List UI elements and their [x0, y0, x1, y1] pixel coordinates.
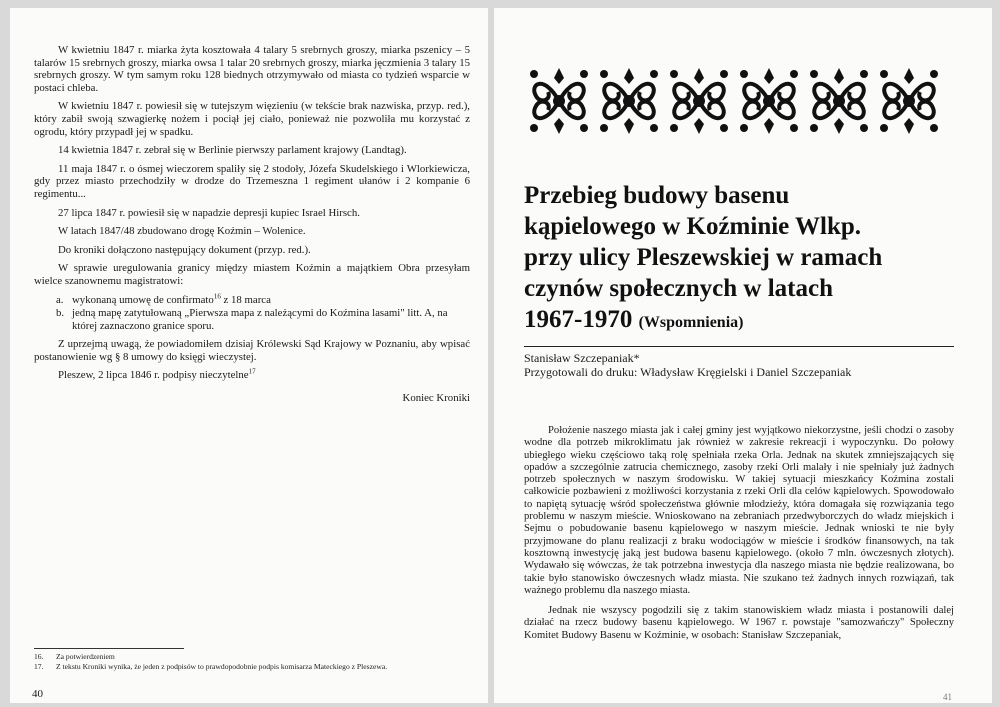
paragraph-hirsch: 27 lipca 1847 r. powiesił się w napadzie depresji kupiec Israel Hirsch. [58, 206, 360, 219]
footnote-ref: 17 [248, 367, 256, 376]
paragraph-border-letter: W sprawie uregulowania granicy między miastem Koźmin a majątkiem Obra przesyłam wielce szanownemu magistratowi: [34, 262, 470, 287]
chronicle-end: Koniec Kroniki [402, 392, 470, 405]
footnotes [34, 648, 470, 671]
footnote-number: 17. [34, 661, 44, 671]
title-line: kąpielowego w Koźminie Wlkp. [524, 213, 862, 240]
list-item [56, 291, 470, 307]
date-line [34, 369, 470, 382]
date-line-text: Pleszew, 2 lipca 1846 r. podpisy nieczytelne [58, 369, 249, 382]
paragraph-fire: 11 maja 1847 r. o ósmej wieczorem spaliły się 2 stodoły, Józefa Skudelskiego i Wlorkiewicza, gdy przez miasto przechodziły w drodze do Trzemeszna 1 regiment ułanów i 2 kompanie 6 regimentu... [34, 162, 470, 200]
footnote [34, 662, 470, 672]
title-line: czynów społecznych w latach [524, 275, 833, 302]
title-subtitle: (Wspomnienia) [638, 314, 744, 331]
footnote-ref: 16 [213, 291, 221, 300]
title-rule [524, 346, 954, 347]
left-page [10, 8, 488, 703]
list-marker: b. [56, 307, 65, 320]
list-item [56, 307, 470, 332]
paragraph-prices: W kwietniu 1847 r. miarka żyta kosztowała 4 talary 5 srebrnych groszy, miarka pszenicy – 5 talarów 15 srebrnych groszy, miarka owsa 1 talar 20 srebrnych groszy, miarka jęczmienia 3 talary 15 srebrnych groszy. W tym samym roku 128 biednych otrzymywało od miasta co tydzień wsparcie w postaci chleba. [34, 44, 470, 94]
title-years: 1967-1970 [524, 306, 633, 333]
paragraph-landtag: 14 kwietnia 1847 r. zebrał się w Berlinie pierwszy parlament krajowy (Landtag). [58, 144, 407, 157]
footnote-text: Za potwierdzeniem [56, 652, 115, 661]
floral-ornament-icon [524, 64, 944, 138]
article-paragraph: Jednak nie wszyscy pogodzili się z takim stanowiskiem władz miasta i postanowili dalej działać na rzecz budowy basenu kąpielowego. W 1967 r. powstaje "samozwańczy" Społeczny Komitet Budowy Basenu w Koźminie, w osobach: Stanisław Szczepaniak, [524, 605, 954, 641]
title-line-last [524, 304, 954, 338]
page-number: 41 [943, 692, 952, 702]
footnote [34, 652, 470, 662]
author: Stanisław Szczepaniak* [524, 351, 640, 365]
title-line: Przebieg budowy basenu [524, 182, 790, 209]
paragraph-road: W latach 1847/48 zbudowano drogę Koźmin – Wolenice. [58, 225, 306, 238]
enclosure-list [34, 291, 470, 333]
footnote-rule [34, 648, 184, 649]
list-marker: a. [56, 293, 64, 306]
footnote-text: Z tekstu Kroniki wynika, że jeden z podpisów to prawdopodobnie podpis komisarza Mateckiego z Pleszewa. [56, 661, 388, 671]
article-paragraph: Położenie naszego miasta jak i całej gminy jest wyjątkowo niekorzystne, jeśli chodzi o zasoby wodne dla potrzeb mikroklimatu jak również w zakresie rekreacji i wypoczynku. Do połowy ubiegłego wieku częściowo taką rolę spełniała rzeka Orla. Jednak na skutek zmniejszających się opadów a szczególnie zatrucia chemicznego, zasoby rzeki Orli malały i nie spełniały już żadnych potrzeb społecznych w naszym środowisku. W takiej sytuacji mieszkańcy Koźmina zostali całkowicie pozbawieni z możliwości korzystania z rzeki Orli dla celów kąpielowych. Spowodowało to napiętą sytuację wśród społeczeństwa głównie młodzieży, która domagała się rozwiązania tego problemu w naszym mieście. Wnioskowano na zebraniach przedwyborczych do władz miejskich i Sejmu o pobudowanie basenu kąpielowego w naszym mieście. Jednak wnioski te nie były przyjmowane do planu realizacji z braku wodociągów w mieście i środków finansowych, na tak kosztowną inwestycję jaką jest budowa basenu kąpielowego. (około 7 mln. ówczesnych złotych). Wydawało się wówczas, że tak potrzebna inwestycja dla naszego miasta nie będzie realizowana, bo takie było stanowisko ówczesnych władz miasta. Nie szukano też żadnych innych rozwiązań, tak ważnego problemu dla naszego miasta. [524, 425, 954, 596]
article-title [524, 180, 954, 338]
article-body [524, 425, 954, 642]
footnote-number: 16. [34, 652, 44, 661]
editors: Przygotowali do druku: Władysław Kręgielski i Daniel Szczepaniak [524, 365, 852, 379]
list-item-text: jedną mapę zatytułowaną „Pierwsza mapa z należącymi do Koźmina lasami" litt. A, na której zaznaczono granice sporu. [72, 307, 448, 332]
list-item-after: z 18 marca [220, 293, 271, 306]
list-item-text: wykonaną umowę de confirmato [72, 293, 214, 306]
title-line: przy ulicy Pleszewskiej w ramach [524, 244, 883, 271]
paragraph-closing: Z uprzejmą uwagą, że powiadomiłem dzisiaj Królewski Sąd Krajowy w Poznaniu, aby wpisać postanowienie wg § 8 umowy do księgi wieczystej. [34, 338, 470, 363]
paragraph-prison: W kwietniu 1847 r. powiesił się w tutejszym więzieniu (w tekście brak nazwiska, przyp. red.), który zabił swoją szwagierkę nożem i pociął jej ciało, ponieważ nie pozwoliła mu korzystać z ogrodu, który przypadł jej w spadku. [34, 100, 470, 138]
page-number: 40 [32, 688, 43, 700]
paragraph-document-note: Do kroniki dołączono następujący dokument (przyp. red.). [58, 243, 311, 256]
right-page [494, 8, 992, 703]
